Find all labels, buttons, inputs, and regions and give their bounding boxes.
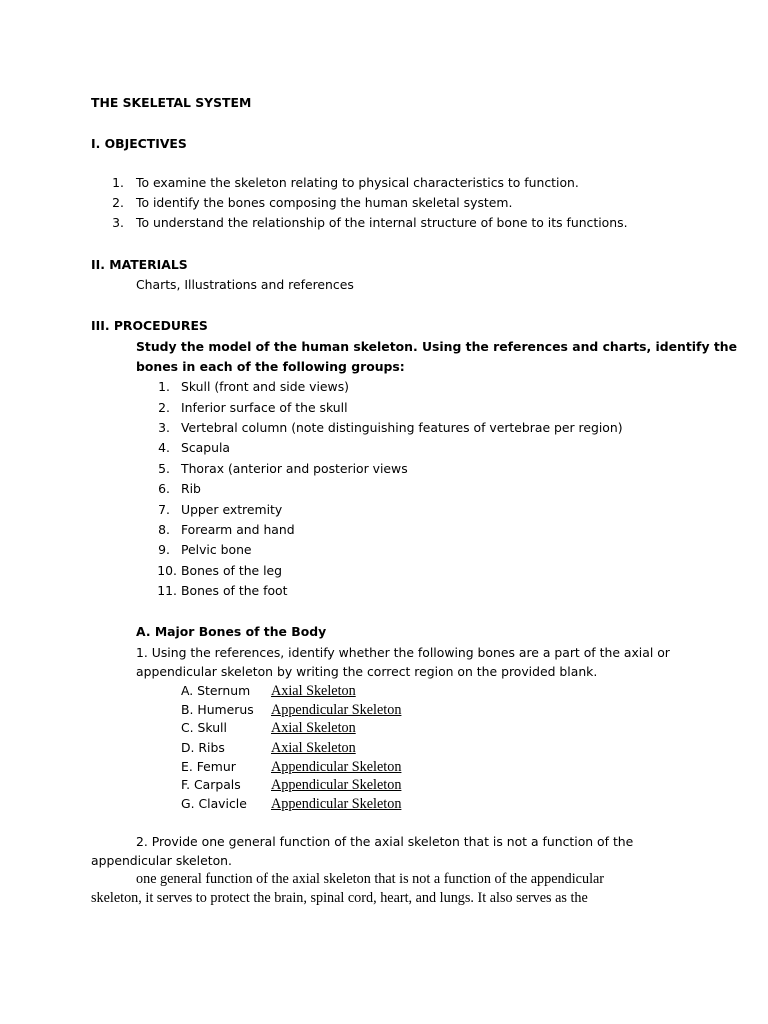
list-number: 10. (157, 563, 177, 578)
list-text: Vertebral column (note distinguishing features of vertebrae per region) (181, 420, 623, 435)
list-number: 6. (158, 481, 170, 496)
list-text: To understand the relationship of the internal structure of bone to its functions. (136, 215, 628, 230)
list-text: Pelvic bone (181, 542, 252, 557)
list-number: 8. (158, 522, 170, 537)
list-number: 3. (112, 215, 124, 230)
list-number: 1. (158, 379, 170, 394)
region-answer: Appendicular Skeleton (271, 702, 402, 718)
list-text: To examine the skeleton relating to physical characteristics to function. (136, 175, 579, 190)
list-text: Inferior surface of the skull (181, 400, 348, 415)
materials-text: Charts, Illustrations and references (136, 277, 354, 292)
list-number: 9. (158, 542, 170, 557)
list-number: 3. (158, 420, 170, 435)
list-text: Thorax (anterior and posterior views (181, 461, 408, 476)
list-number: 5. (158, 461, 170, 476)
section-a-heading: A. Major Bones of the Body (136, 624, 327, 639)
document-title: THE SKELETAL SYSTEM (91, 95, 252, 110)
answer-2-line2: skeleton, it serves to protect the brain, spinal cord, heart, and lungs. It also serves as the (91, 890, 588, 906)
objectives-heading: I. OBJECTIVES (91, 136, 187, 151)
list-number: 7. (158, 502, 170, 517)
region-answer: Appendicular Skeleton (271, 796, 402, 812)
question-1-line1: 1. Using the references, identify whether the following bones are a part of the axial or (136, 645, 670, 660)
list-text: Rib (181, 481, 201, 496)
list-text: Skull (front and side views) (181, 379, 349, 394)
question-2-line2: appendicular skeleton. (91, 853, 232, 868)
region-answer: Axial Skeleton (271, 683, 356, 699)
procedures-intro-line1: Study the model of the human skeleton. Using the references and charts, identify the (136, 339, 737, 354)
answer-2-line1: one general function of the axial skeleton that is not a function of the appendicular (136, 871, 605, 887)
list-number: 2. (112, 195, 124, 210)
list-text: Scapula (181, 440, 231, 455)
list-number: 2. (158, 400, 170, 415)
procedures-heading: III. PROCEDURES (91, 318, 208, 333)
question-2-line1: 2. Provide one general function of the axial skeleton that is not a function of the (136, 834, 634, 849)
bone-label: A. Sternum (181, 683, 251, 698)
procedures-intro-line2: bones in each of the following groups: (136, 359, 405, 374)
bone-label: F. Carpals (181, 777, 241, 792)
list-text: To identify the bones composing the human skeletal system. (136, 195, 513, 210)
list-number: 1. (112, 175, 124, 190)
region-answer: Appendicular Skeleton (271, 777, 402, 793)
bone-label: E. Femur (181, 759, 236, 774)
region-answer: Axial Skeleton (271, 740, 356, 756)
list-text: Forearm and hand (181, 522, 295, 537)
list-number: 11. (157, 583, 177, 598)
region-answer: Appendicular Skeleton (271, 759, 402, 775)
list-number: 4. (158, 440, 170, 455)
bone-label: D. Ribs (181, 740, 225, 755)
question-1-line2: appendicular skeleton by writing the correct region on the provided blank. (136, 664, 598, 679)
materials-heading: II. MATERIALS (91, 257, 188, 272)
region-answer: Axial Skeleton (271, 720, 356, 736)
bone-label: C. Skull (181, 720, 227, 735)
bone-label: G. Clavicle (181, 796, 247, 811)
list-text: Bones of the foot (181, 583, 288, 598)
list-text: Bones of the leg (181, 563, 283, 578)
list-text: Upper extremity (181, 502, 283, 517)
bone-label: B. Humerus (181, 702, 254, 717)
